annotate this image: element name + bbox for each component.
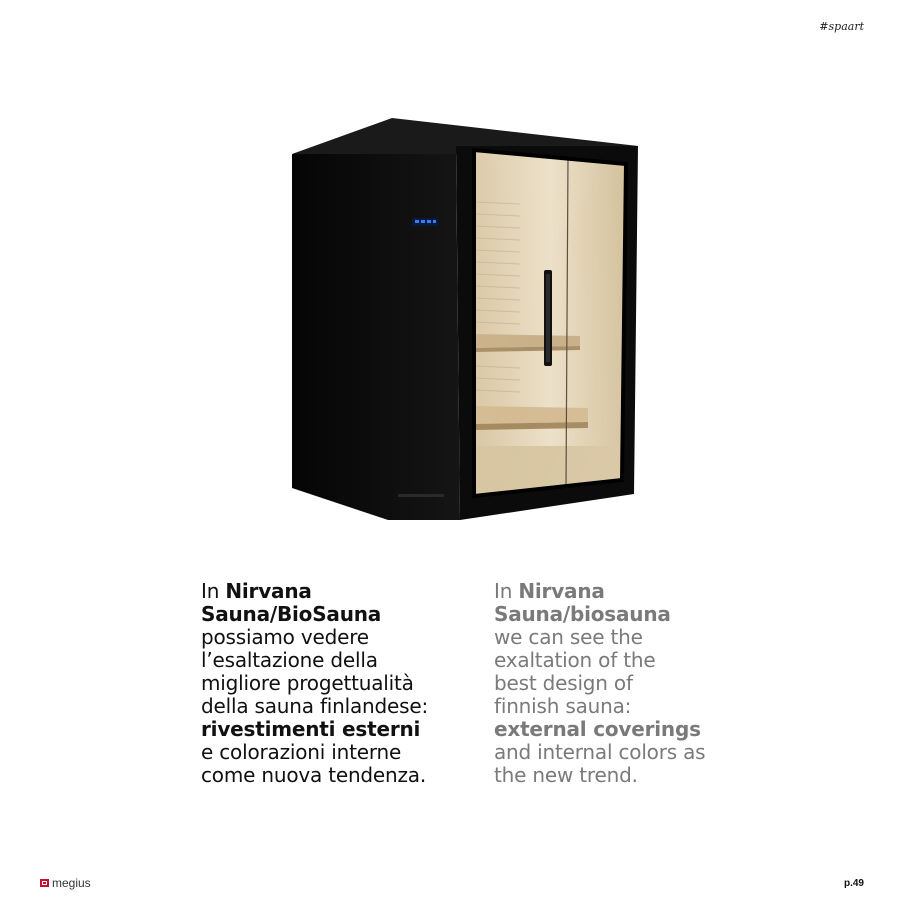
it-product-model: Sauna/BioSauna — [201, 602, 382, 626]
section-hashtag: #spaart — [819, 20, 864, 33]
en-line-9: the new trend. — [494, 763, 638, 787]
it-line-8: e colorazioni interne — [201, 740, 402, 764]
page-number: p.49 — [843, 878, 864, 889]
it-line-3: possiamo vedere — [201, 625, 369, 649]
it-line-9: come nuova tendenza. — [201, 763, 427, 787]
it-product-name: Nirvana — [225, 579, 312, 603]
brand-name: megius — [52, 876, 91, 890]
it-line-6: della sauna finlandese: — [201, 694, 428, 718]
it-line-1: In — [201, 579, 226, 603]
italian-description — [201, 580, 471, 787]
it-line-5: migliore progettualità — [201, 671, 414, 695]
en-line-4: exaltation of the — [494, 648, 656, 672]
en-line-5: best design of — [494, 671, 633, 695]
sauna-product-image — [288, 116, 640, 524]
it-line-4: l’esaltazione della — [201, 648, 378, 672]
en-line-1: In — [494, 579, 519, 603]
brand-logo — [40, 876, 91, 890]
english-description — [494, 580, 754, 787]
en-product-name: Nirvana — [518, 579, 605, 603]
en-line-8: and internal colors as — [494, 740, 706, 764]
en-line-6: finnish sauna: — [494, 694, 632, 718]
brand-mark-icon — [40, 879, 49, 887]
en-line-3: we can see the — [494, 625, 643, 649]
it-highlight: rivestimenti esterni — [201, 717, 421, 741]
en-highlight: external coverings — [494, 717, 701, 741]
en-product-model: Sauna/biosauna — [494, 602, 671, 626]
